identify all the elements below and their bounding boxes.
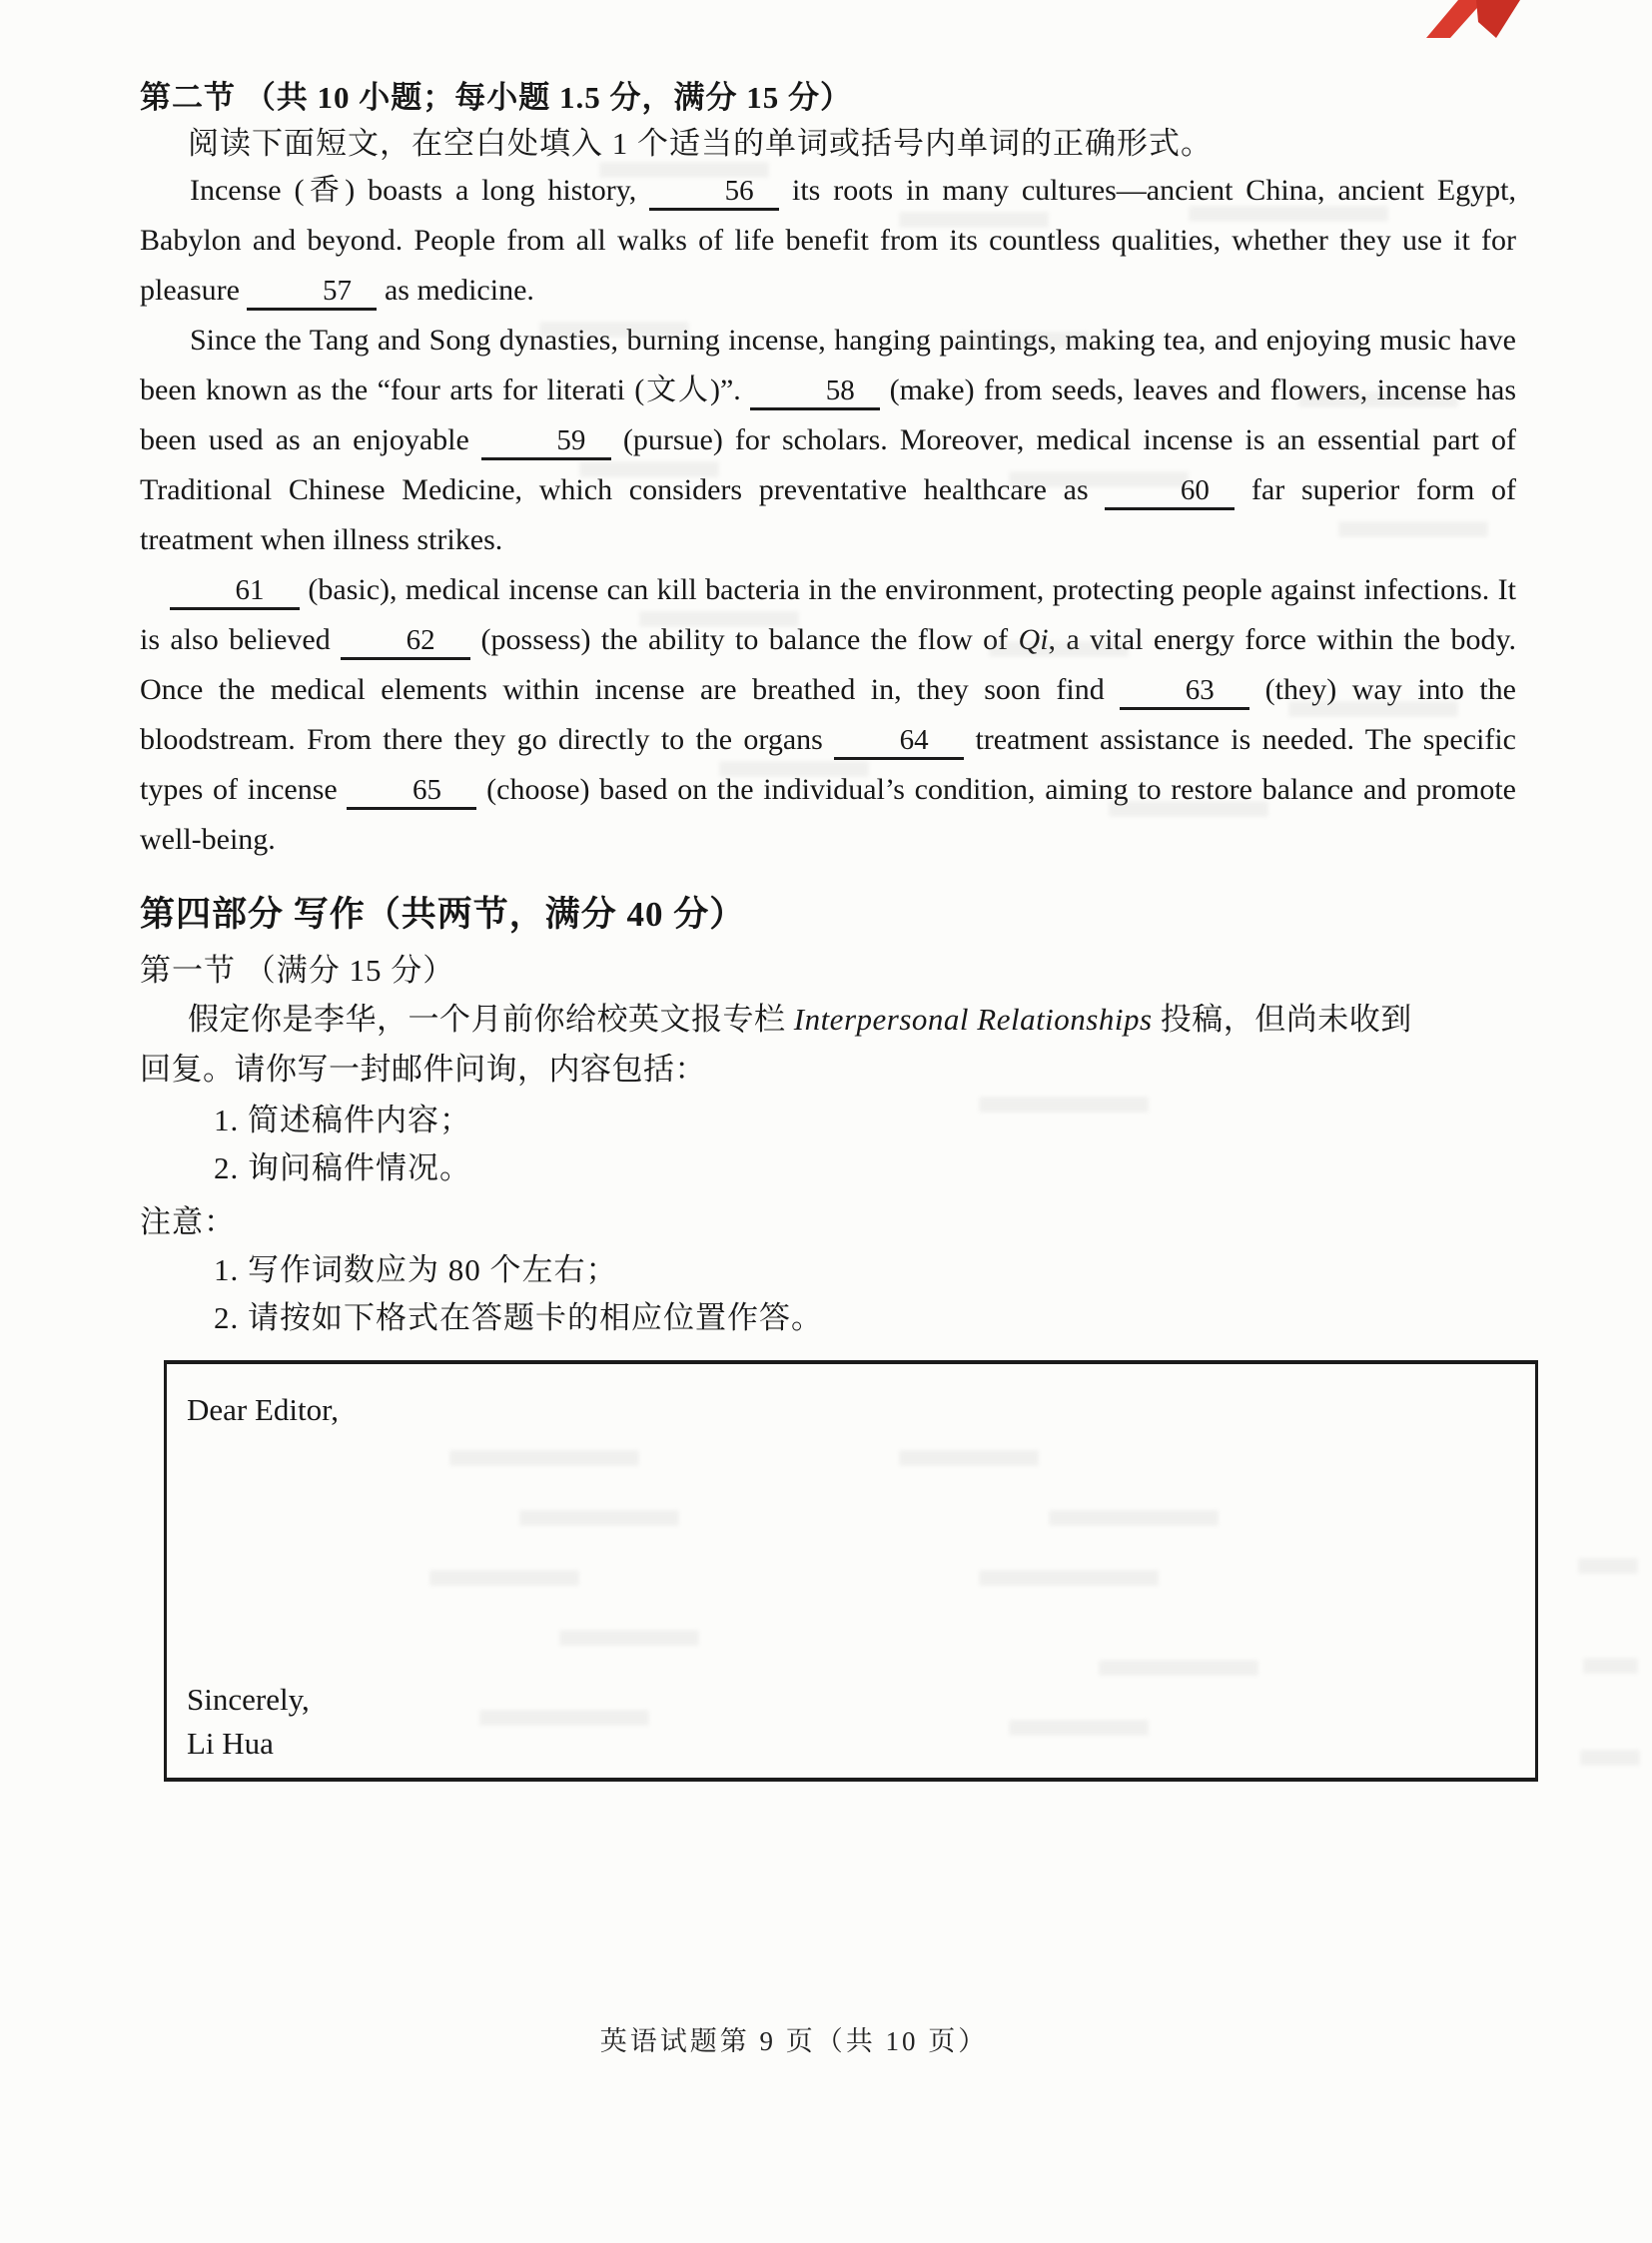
note-item: 1. 写作词数应为 80 个左右； <box>214 1252 618 1287</box>
passage-text: (choose) based on the individual’s condition, aiming to restore balance and promote well-being. <box>140 773 1516 856</box>
page-footer: 英语试题第 9 页（共 10 页） <box>599 2026 989 2056</box>
writing-point: 1. 简述稿件内容； <box>214 1103 471 1137</box>
passage-text: (make) from seeds, leaves and flowers, incense has been used as an enjoyable <box>140 374 1516 456</box>
fill-blank-58: 58 <box>750 376 880 410</box>
fill-blank-63: 63 <box>1120 676 1249 710</box>
passage-text: treatment assistance is needed. The specific types of incense <box>140 723 1516 806</box>
fill-blank-62: 62 <box>341 626 470 660</box>
note-item: 2. 请按如下格式在答题卡的相应位置作答。 <box>214 1300 823 1335</box>
passage-text: Since the Tang and Song dynasties, burning incense, hanging paintings, making tea, and enjoying music have been known as the “four arts for literati (文人)”. <box>140 324 1516 406</box>
fill-blank-64: 64 <box>834 726 964 760</box>
section4-heading: 第四部分 写作（共两节，满分 40 分） <box>140 895 746 934</box>
passage-text: (possess) the ability to balance the flow of <box>470 623 1019 656</box>
bleed-through-artifact <box>1578 1558 1638 1574</box>
bleed-through-artifact <box>1583 1658 1638 1674</box>
writing-task-intro-line2: 回复。请你写一封邮件问询，内容包括： <box>140 1052 706 1087</box>
fill-blank-59: 59 <box>481 426 611 460</box>
bleed-through-artifact <box>1580 1750 1640 1766</box>
notes-label: 注意： <box>140 1204 236 1239</box>
print-logo-mark <box>1420 0 1520 43</box>
writing-points <box>214 1097 471 1192</box>
intro-suffix: 投稿，但尚未收到 <box>1152 1002 1412 1037</box>
fill-blank-57: 57 <box>247 277 377 311</box>
writing-point: 2. 询问稿件情况。 <box>214 1150 471 1185</box>
writing-task-intro-line1 <box>188 995 1412 1045</box>
fill-blank-56: 56 <box>649 177 779 211</box>
section4-subheading: 第一节 （满分 15 分） <box>140 953 455 988</box>
passage-paragraph <box>140 166 1516 316</box>
intro-column-title: Interpersonal Relationships <box>793 1002 1153 1037</box>
passage-text: (pursue) for scholars. Moreover, medical incense is an essential part of Traditional Chinese Medicine, which considers preventative healthcare as <box>140 423 1516 506</box>
passage-text: (basic), medical incense can kill bacteria in the environment, protecting people against infections. It is also believed <box>140 573 1516 656</box>
passage-text: , a vital energy force within the body. Once the medical elements within incense are breathed in, they soon find <box>140 623 1516 706</box>
writing-notes <box>214 1246 823 1342</box>
answer-letter-box <box>164 1360 1538 1782</box>
passage-text: Incense (香) boasts a long history, <box>190 174 650 207</box>
letter-closing: Sincerely, <box>187 1682 310 1717</box>
section2-instruction: 阅读下面短文，在空白处填入 1 个适当的单词或括号内单词的正确形式。 <box>188 126 1213 161</box>
fill-blank-61: 61 <box>170 576 300 610</box>
fill-blank-60: 60 <box>1105 476 1235 510</box>
fill-blank-65: 65 <box>347 776 476 810</box>
letter-greeting: Dear Editor, <box>187 1392 339 1427</box>
passage-text: as medicine. <box>377 274 534 307</box>
intro-prefix: 假定你是李华，一个月前你给校英文报专栏 <box>188 1002 794 1037</box>
passage-paragraph <box>140 565 1516 865</box>
section2-heading: 第二节 （共 10 小题；每小题 1.5 分，满分 15 分） <box>140 80 852 115</box>
bleed-through-artifact <box>979 1097 1149 1113</box>
passage-paragraph <box>140 316 1516 565</box>
passage-text: far superior form of treatment when illness strikes. <box>140 473 1516 556</box>
passage-text: its roots in many cultures—ancient China, ancient Egypt, Babylon and beyond. People from all walks of life benefit from its countless qualities, whether they use it for pleasure <box>140 174 1516 307</box>
italic-term: Qi <box>1018 623 1049 656</box>
passage-text: (they) way into the bloodstream. From there they go directly to the organs <box>140 673 1517 756</box>
passage <box>140 166 1516 865</box>
letter-signature: Li Hua <box>187 1726 274 1761</box>
